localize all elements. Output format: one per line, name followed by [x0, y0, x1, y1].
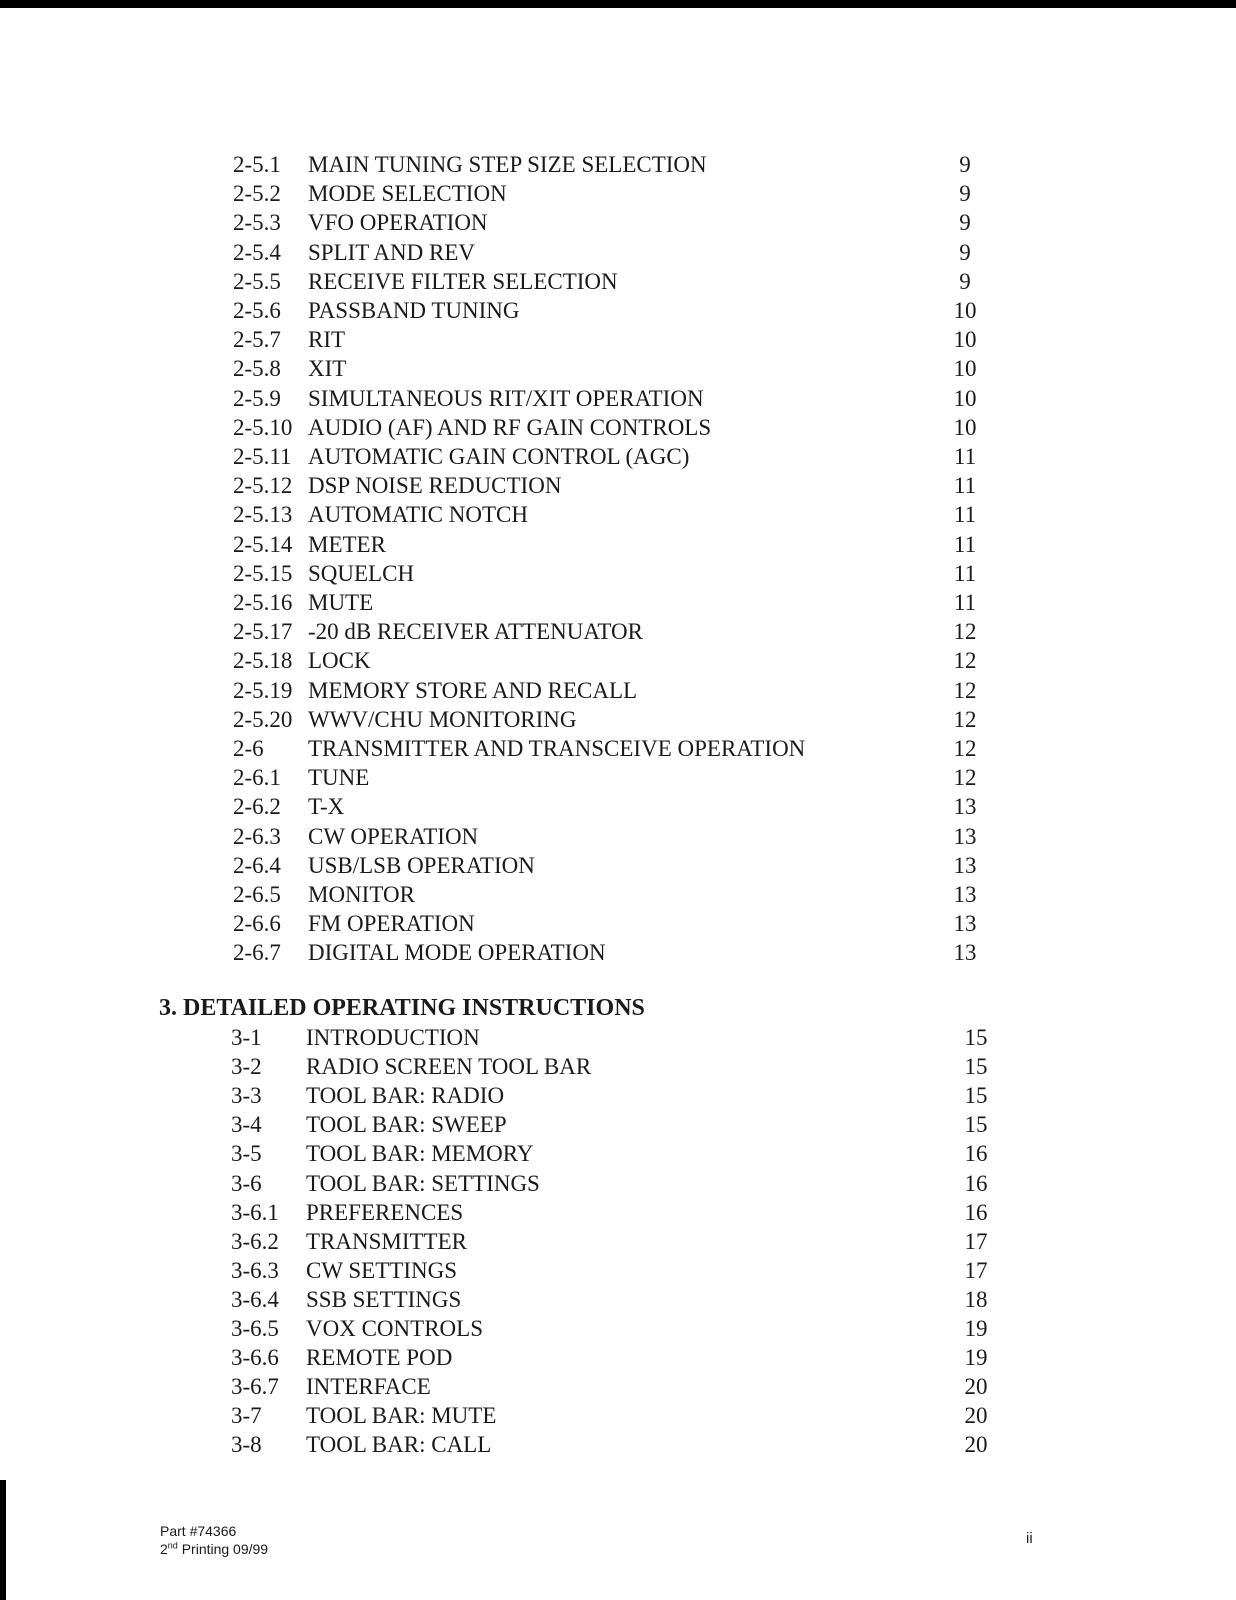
entry-number: 2-5.4 [233, 239, 281, 265]
entry-number: 2-6.2 [233, 794, 281, 820]
entry-page: 11 [953, 590, 977, 615]
entry-page: 9 [959, 239, 971, 265]
entry-title: CW SETTINGS [306, 1257, 457, 1283]
toc-entry [0, 1314, 1236, 1343]
entry-number: 3-6.3 [231, 1257, 279, 1283]
entry-number: 3-2 [231, 1054, 262, 1080]
section-3-heading: 3. DETAILED OPERATING INSTRUCTIONS [159, 995, 645, 1021]
part-number: Part #74366 [160, 1523, 237, 1539]
entry-page: 11 [953, 473, 977, 499]
entry-title: XIT [308, 356, 347, 382]
entry-number: 2-5.13 [233, 502, 293, 528]
toc-entry [0, 296, 1236, 325]
entry-number: 2-6.1 [233, 765, 281, 791]
toc-entry [0, 354, 1236, 383]
entry-number: 3-6 [231, 1170, 262, 1196]
entry-number: 2-6.4 [233, 852, 281, 878]
toc-entry [0, 208, 1236, 237]
toc-entry [0, 909, 1236, 938]
entry-title: T-X [308, 794, 345, 820]
entry-title: DSP NOISE REDUCTION [308, 473, 562, 499]
entry-title: RIT [308, 327, 346, 353]
entry-page: 15 [964, 1025, 988, 1050]
entry-number: 3-6.2 [231, 1228, 279, 1254]
entry-number: 3-6.5 [231, 1316, 279, 1341]
entry-number: 2-6.6 [233, 911, 281, 937]
toc-entry [0, 1343, 1236, 1372]
entry-title: FM OPERATION [308, 911, 475, 937]
entry-page: 12 [953, 765, 977, 791]
toc-entry [0, 705, 1236, 734]
entry-page: 20 [964, 1403, 988, 1429]
entry-page: 10 [953, 327, 977, 353]
entry-title: TRANSMITTER [306, 1228, 467, 1254]
entry-title: MODE SELECTION [308, 181, 507, 207]
toc-entry [0, 1023, 1236, 1052]
entry-number: 2-5.10 [233, 414, 293, 440]
entry-number: 3-4 [231, 1112, 262, 1138]
entry-page: 11 [953, 502, 977, 528]
entry-number: 3-6.7 [231, 1374, 279, 1400]
entry-page: 16 [964, 1170, 988, 1196]
toc-entry [0, 1285, 1236, 1314]
entry-title: VFO OPERATION [308, 210, 488, 236]
scan-edge-top [0, 0, 1236, 8]
entry-title: SQUELCH [308, 560, 415, 586]
entry-title: SIMULTANEOUS RIT/XIT OPERATION [308, 385, 704, 411]
entry-page: 10 [953, 414, 977, 440]
entry-number: 2-5.16 [233, 590, 293, 615]
entry-page: 12 [953, 677, 977, 703]
toc-entry [0, 471, 1236, 500]
entry-number: 2-5.20 [233, 706, 293, 732]
entry-page: 10 [953, 385, 977, 411]
toc-entry [0, 384, 1236, 413]
entry-number: 2-5.6 [233, 298, 281, 323]
entry-title: MUTE [308, 590, 374, 615]
toc-entry [0, 1256, 1236, 1285]
entry-title: METER [308, 531, 386, 557]
toc-entry [0, 588, 1236, 617]
entry-number: 2-5.5 [233, 268, 281, 294]
toc-entry [0, 442, 1236, 471]
printing-info [160, 1540, 268, 1558]
entry-number: 2-5.14 [233, 531, 293, 557]
toc-entry [0, 938, 1236, 967]
entry-page: 13 [953, 940, 977, 966]
entry-page: 19 [964, 1345, 988, 1371]
entry-title: SSB SETTINGS [306, 1286, 462, 1312]
entry-title: AUTOMATIC NOTCH [308, 502, 528, 528]
toc-entry [0, 763, 1236, 792]
entry-title: USB/LSB OPERATION [308, 852, 535, 878]
entry-title: DIGITAL MODE OPERATION [308, 940, 606, 966]
toc-entry [0, 1430, 1236, 1459]
entry-number: 2-5.15 [233, 560, 293, 586]
toc-entry [0, 1401, 1236, 1430]
toc-entry [0, 559, 1236, 588]
entry-page: 12 [953, 736, 977, 761]
entry-number: 3-6.1 [231, 1199, 279, 1225]
entry-title: SPLIT AND REV [308, 239, 475, 265]
toc-entry [0, 325, 1236, 354]
entry-title: TRANSMITTER AND TRANSCEIVE OPERATION [308, 736, 806, 761]
entry-number: 2-5.7 [233, 327, 281, 353]
toc-entry [0, 822, 1236, 851]
entry-page: 17 [964, 1228, 988, 1254]
toc-entry [0, 238, 1236, 267]
entry-page: 11 [953, 560, 977, 586]
toc-entry [0, 267, 1236, 296]
entry-title: RADIO SCREEN TOOL BAR [306, 1054, 592, 1080]
footer-part-info [160, 1522, 268, 1558]
toc-entry [0, 1052, 1236, 1081]
printing-suffix: nd [167, 1540, 178, 1551]
entry-page: 10 [953, 298, 977, 323]
entry-title: REMOTE POD [306, 1345, 453, 1371]
entry-number: 2-5.1 [233, 152, 281, 177]
entry-page: 18 [964, 1286, 988, 1312]
toc-entry [0, 1139, 1236, 1168]
entry-number: 3-6.6 [231, 1345, 279, 1371]
entry-title: TOOL BAR: MUTE [306, 1403, 497, 1429]
toc-entry [0, 1227, 1236, 1256]
entry-page: 13 [953, 911, 977, 937]
entry-page: 12 [953, 619, 977, 645]
toc-entry [0, 530, 1236, 559]
entry-number: 2-5.11 [233, 444, 292, 469]
toc-entry [0, 617, 1236, 646]
entry-title: TOOL BAR: SETTINGS [306, 1170, 540, 1196]
entry-title: TOOL BAR: RADIO [306, 1083, 505, 1109]
toc-entry [0, 851, 1236, 880]
entry-page: 15 [964, 1112, 988, 1138]
entry-title: AUTOMATIC GAIN CONTROL (AGC) [308, 444, 690, 469]
entry-number: 2-5.12 [233, 473, 293, 499]
toc-entry [0, 1110, 1236, 1139]
entry-page: 10 [953, 356, 977, 382]
entry-page: 19 [964, 1316, 988, 1341]
entry-title: WWV/CHU MONITORING [308, 706, 577, 732]
toc-entry [0, 1169, 1236, 1198]
entry-title: TUNE [308, 765, 370, 791]
page-number: ii [1026, 1530, 1033, 1547]
toc-entry [0, 792, 1236, 821]
entry-number: 2-5.17 [233, 619, 293, 645]
toc-entry [0, 1081, 1236, 1110]
entry-number: 2-6.3 [233, 823, 281, 849]
entry-number: 2-5.2 [233, 181, 281, 207]
entry-number: 2-5.3 [233, 210, 281, 236]
entry-title: PASSBAND TUNING [308, 298, 520, 323]
entry-number: 3-8 [231, 1432, 262, 1458]
entry-page: 15 [964, 1054, 988, 1080]
toc-entry [0, 413, 1236, 442]
entry-title: MONITOR [308, 882, 415, 907]
entry-number: 3-6.4 [231, 1286, 279, 1312]
entry-title: AUDIO (AF) AND RF GAIN CONTROLS [308, 414, 712, 440]
entry-page: 17 [964, 1257, 988, 1283]
entry-title: CW OPERATION [308, 823, 479, 849]
entry-title: MAIN TUNING STEP SIZE SELECTION [308, 152, 707, 177]
toc-entry [0, 150, 1236, 179]
entry-title: TOOL BAR: SWEEP [306, 1112, 507, 1138]
entry-title: INTERFACE [306, 1374, 431, 1400]
entry-page: 20 [964, 1432, 988, 1458]
entry-number: 3-5 [231, 1141, 262, 1167]
entry-number: 2-6 [233, 736, 264, 761]
entry-title: -20 dB RECEIVER ATTENUATOR [308, 619, 643, 645]
entry-page: 12 [953, 706, 977, 732]
entry-page: 13 [953, 823, 977, 849]
entry-title: TOOL BAR: MEMORY [306, 1141, 534, 1167]
entry-title: PREFERENCES [306, 1199, 464, 1225]
toc-entry [0, 1198, 1236, 1227]
entry-title: INTRODUCTION [306, 1025, 480, 1050]
entry-number: 2-5.18 [233, 648, 293, 674]
entry-number: 2-5.9 [233, 385, 281, 411]
entry-number: 2-5.19 [233, 677, 293, 703]
entry-number: 3-7 [231, 1403, 262, 1429]
toc-entry [0, 880, 1236, 909]
printing-date: Printing 09/99 [177, 1541, 269, 1557]
entry-number: 3-1 [231, 1025, 262, 1050]
toc-entry [0, 500, 1236, 529]
entry-page: 11 [953, 444, 977, 469]
entry-page: 9 [959, 181, 971, 207]
toc-entry [0, 734, 1236, 763]
entry-page: 9 [959, 152, 971, 177]
entry-number: 2-6.5 [233, 882, 281, 907]
toc-entry [0, 1372, 1236, 1401]
entry-page: 13 [953, 794, 977, 820]
entry-number: 2-5.8 [233, 356, 281, 382]
entry-page: 9 [959, 268, 971, 294]
entry-title: VOX CONTROLS [306, 1316, 483, 1341]
entry-page: 16 [964, 1141, 988, 1167]
entry-title: TOOL BAR: CALL [306, 1432, 492, 1458]
entry-title: MEMORY STORE AND RECALL [308, 677, 638, 703]
entry-page: 15 [964, 1083, 988, 1109]
entry-title: LOCK [308, 648, 371, 674]
entry-page: 16 [964, 1199, 988, 1225]
entry-page: 20 [964, 1374, 988, 1400]
toc-entry [0, 179, 1236, 208]
entry-title: RECEIVE FILTER SELECTION [308, 268, 618, 294]
toc-entry [0, 676, 1236, 705]
scan-edge-left [0, 1480, 6, 1600]
entry-page: 13 [953, 852, 977, 878]
entry-page: 13 [953, 882, 977, 907]
entry-page: 9 [959, 210, 971, 236]
entry-number: 3-3 [231, 1083, 262, 1109]
toc-entry [0, 646, 1236, 675]
entry-page: 11 [953, 531, 977, 557]
entry-number: 2-6.7 [233, 940, 281, 966]
printing-ordinal: 2 [160, 1541, 168, 1557]
entry-page: 12 [953, 648, 977, 674]
